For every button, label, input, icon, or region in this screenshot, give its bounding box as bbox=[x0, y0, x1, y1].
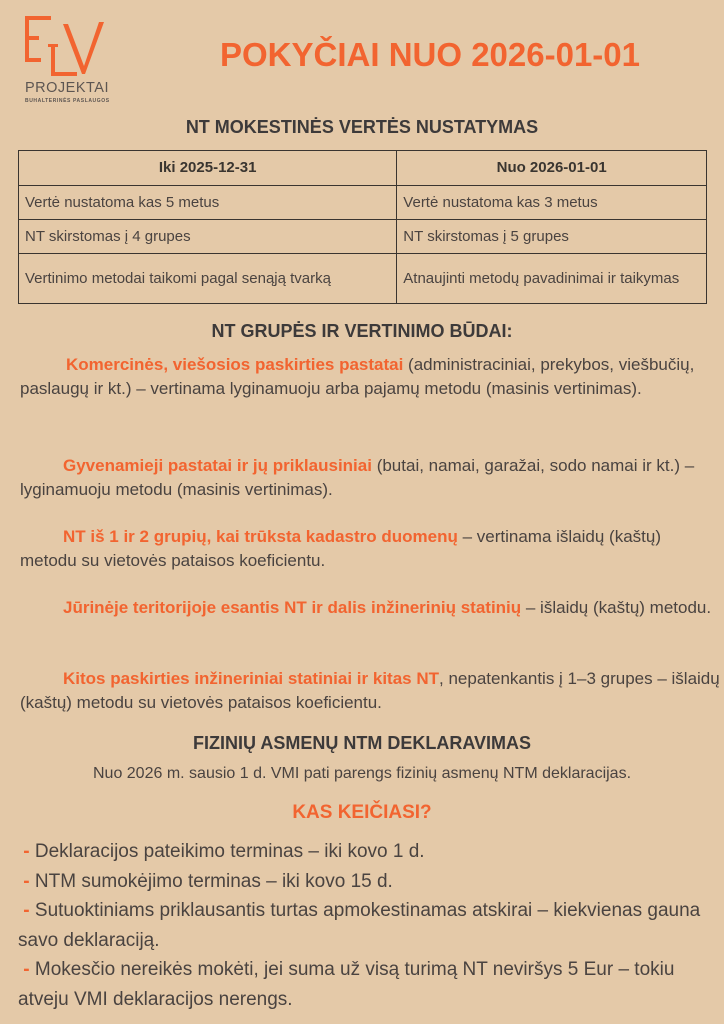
elv-logo-mark bbox=[22, 14, 117, 78]
list-item bbox=[18, 896, 718, 955]
dash-icon: - bbox=[23, 841, 30, 862]
group-title: Jūrinėje teritorijoje esantis NT ir dalis inžinerinių statinių bbox=[63, 598, 522, 617]
changes-list bbox=[18, 837, 718, 1014]
list-item bbox=[18, 955, 718, 1014]
list-item-text: Sutuoktiniams priklausantis turtas apmokestinamas atskirai – kiekvienas gauna savo deklaraciją. bbox=[18, 900, 701, 951]
table-cell: Vertė nustatoma kas 5 metus bbox=[19, 186, 397, 220]
group-description: , nepatenkantis į 1–3 grupes – išlaidų (kaštų) metodu su vietovės pataisos koeficientu. bbox=[20, 669, 720, 712]
table-cell: NT skirstomas į 5 grupes bbox=[397, 220, 707, 254]
group-description: – išlaidų (kaštų) metodu. bbox=[521, 598, 712, 617]
page-title: POKYČIAI NUO 2026-01-01 bbox=[220, 36, 640, 73]
group-title: Kitos paskirties inžineriniai statiniai ir kitas NT bbox=[63, 669, 440, 688]
group-title: Gyvenamieji pastatai ir jų priklausiniai bbox=[63, 456, 372, 475]
list-item-text: Mokesčio nereikės mokėti, jei suma už visą turimą NT neviršys 5 Eur – tokiu atveju VMI deklaracijos nerengs. bbox=[18, 959, 675, 1010]
list-item-text: NTM sumokėjimo terminas – iki kovo 15 d. bbox=[34, 870, 393, 892]
declaration-text: Nuo 2026 m. sausio 1 d. VMI pati parengs fizinių asmenų NTM deklaracijas. bbox=[92, 765, 632, 782]
list-item bbox=[18, 837, 718, 867]
changes-heading: KAS KEIČIASI? bbox=[292, 802, 432, 823]
group-item bbox=[20, 454, 720, 502]
dash-icon: - bbox=[23, 870, 30, 892]
section-heading-declaration: FIZINIŲ ASMENŲ NTM DEKLARAVIMAS bbox=[193, 733, 531, 753]
table-cell: Vertė nustatoma kas 3 metus bbox=[397, 186, 707, 220]
table-row bbox=[19, 186, 707, 220]
table-cell: NT skirstomas į 4 grupes bbox=[19, 220, 397, 254]
logo-subtitle: BUHALTERINĖS PASLAUGOS bbox=[25, 98, 110, 104]
group-title: Komercinės, viešosios paskirties pastatai bbox=[66, 355, 404, 374]
group-item bbox=[20, 353, 720, 401]
logo-name: PROJEKTAI bbox=[25, 80, 109, 96]
table-header-row bbox=[19, 151, 707, 186]
section-heading-groups: NT GRUPĖS IR VERTINIMO BŪDAI: bbox=[211, 321, 513, 341]
section-heading-valuation: NT MOKESTINĖS VERTĖS NUSTATYMAS bbox=[185, 117, 539, 137]
company-logo bbox=[22, 14, 117, 102]
table-header: Nuo 2026-01-01 bbox=[397, 151, 707, 186]
group-item bbox=[20, 525, 720, 573]
group-description: (butai, namai, garažai, sodo namai ir kt.) – lyginamuoju metodu (masinis vertinimas). bbox=[20, 456, 695, 499]
dash-icon: - bbox=[23, 959, 30, 980]
group-title: NT iš 1 ir 2 grupių, kai trūksta kadastro duomenų bbox=[63, 527, 458, 546]
group-item bbox=[20, 667, 720, 715]
group-item bbox=[20, 596, 720, 620]
list-item bbox=[18, 867, 718, 897]
group-description: (administraciniai, prekybos, viešbučių, paslaugų ir kt.) – vertinama lyginamuoju arba pajamų metodu (masinis vertinimas). bbox=[20, 355, 695, 398]
table-row bbox=[19, 254, 707, 304]
table-cell: Vertinimo metodai taikomi pagal senąją tvarką bbox=[19, 254, 397, 304]
list-item-text: Deklaracijos pateikimo terminas – iki kovo 1 d. bbox=[34, 841, 425, 862]
dash-icon: - bbox=[23, 900, 30, 921]
comparison-table bbox=[18, 150, 707, 304]
table-header: Iki 2025-12-31 bbox=[19, 151, 397, 186]
group-description: – vertinama išlaidų (kaštų) metodu su vietovės pataisos koeficientu. bbox=[20, 527, 662, 570]
table-cell: Atnaujinti metodų pavadinimai ir taikymas bbox=[397, 254, 707, 304]
table-row bbox=[19, 220, 707, 254]
